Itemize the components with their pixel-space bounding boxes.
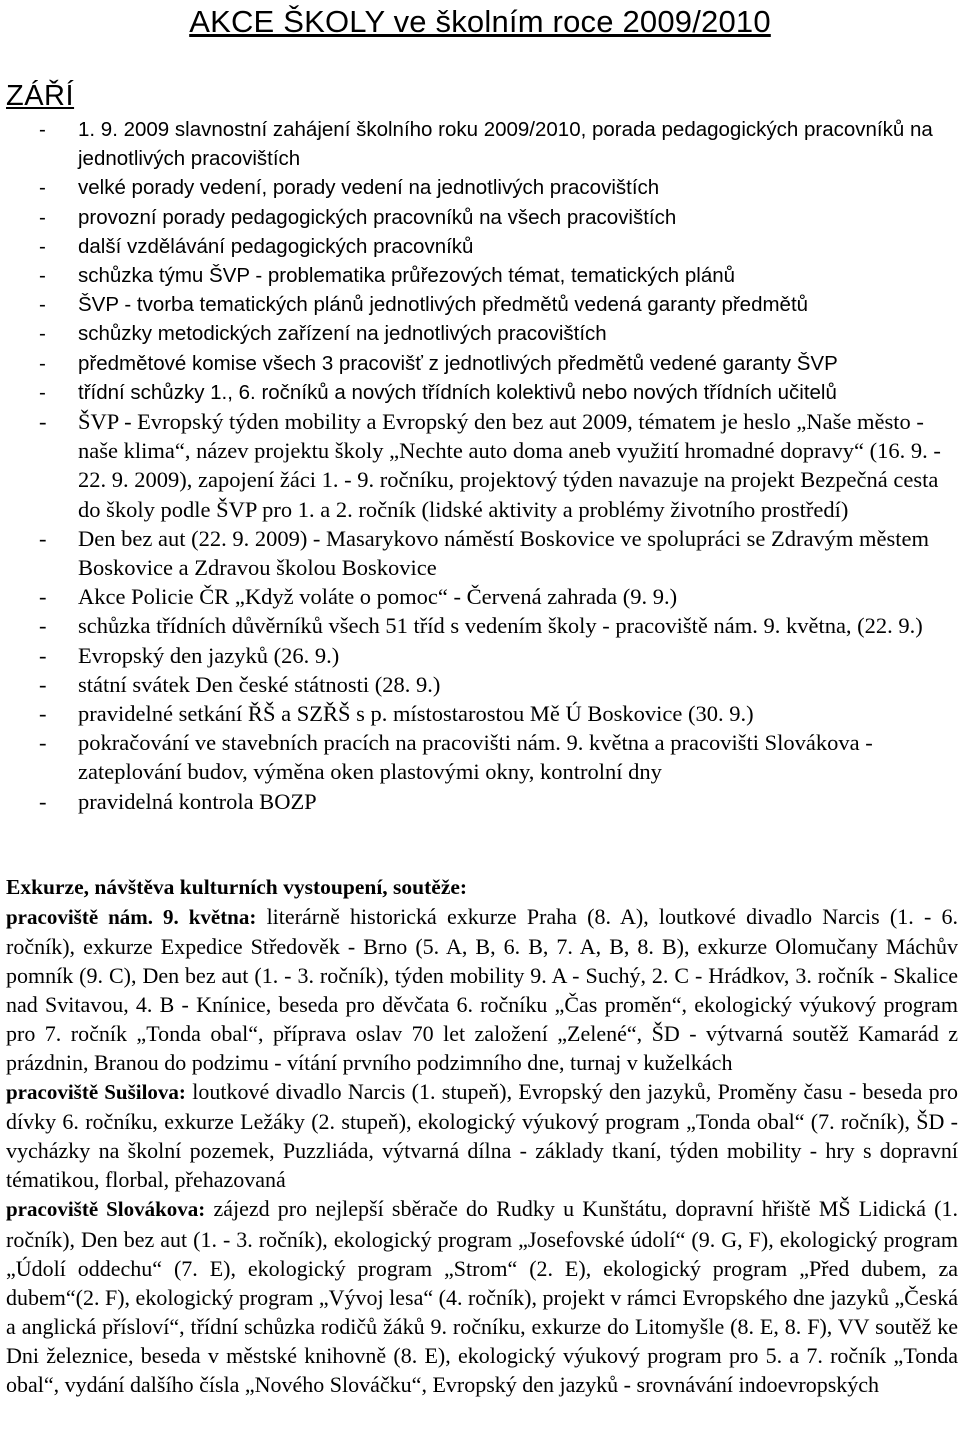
list-item	[6, 378, 958, 407]
list-dash: -	[39, 234, 46, 258]
list-dash: -	[39, 409, 47, 435]
list-dash: -	[39, 118, 46, 141]
list-item	[6, 787, 958, 816]
month-heading: ZÁŘÍ	[6, 80, 75, 112]
list-item-text: provozní porady pedagogických pracovníků na všech pracovištích	[78, 205, 677, 229]
list-item-text: pokračování ve stavebních pracích na pracovišti nám. 9. května a pracovišti Slovákova - zateplování budov, výměna oken plastovými okny, kontrolní dny	[78, 730, 873, 785]
list-item-text: pravidelná kontrola BOZP	[78, 788, 317, 814]
list-item-text: velké porady vedení, porady vedení na jednotlivých pracovištích	[78, 176, 660, 200]
list-dash: -	[39, 264, 46, 288]
events-list	[6, 115, 958, 816]
excursions-section	[6, 902, 958, 1399]
list-item-text: Akce Policie ČR „Když voláte o pomoc“ - Červená zahrada (9. 9.)	[78, 584, 678, 610]
workplace-paragraph	[6, 1194, 958, 1398]
list-dash: -	[39, 730, 47, 756]
list-dash: -	[39, 671, 47, 697]
list-item-text: schůzka týmu ŠVP - problematika průřezových témat, tematických plánů	[78, 264, 736, 288]
list-item	[6, 641, 958, 670]
list-item-text: schůzka třídních důvěrníků všech 51 tříd s vedením školy - pracoviště nám. 9. května, (22. 9.)	[78, 613, 923, 639]
list-item	[6, 611, 958, 640]
document-title: AKCE ŠKOLY ve školním roce 2009/2010	[189, 4, 771, 39]
list-item-text: státní svátek Den české státnosti (28. 9.)	[78, 671, 441, 697]
list-item	[6, 203, 958, 232]
list-dash: -	[39, 642, 47, 668]
list-dash: -	[39, 205, 46, 229]
workplace-text: zájezd pro nejlepší sběrače do Rudky u Kunštátu, dopravní hřiště MŠ Lidická (1. ročník), Den bez aut (1. - 3. ročník), ekologický program „Josefovské údolí“ (9. G, F), ekologický program „Údolí oddechu“ (7. E), ekologický program „Strom“ (2. E), ekologický program „Před dubem, za dubem“(2. F), ekologický program „Vývoj lesa“ (4. ročník), projekt v rámci Evropského dne jazyků „Česká a anglická přísloví“, třídní schůzka rodičů žáků 9. ročníku, exkurze do Litomyšle (8. E, 8. F), VV soutěž ke Dni železnice, beseda v městské knihovně (8. E), ekologický výukový program pro 5. a 7. ročník „Tonda obal“, vydání dalšího čísla „Nového Slováčku“, Evropský den jazyků - srovnávání indoevropských	[6, 1196, 958, 1397]
list-item-text: 1. 9. 2009 slavnostní zahájení školního roku 2009/2010, porada pedagogických pracovníků na jednotlivých pracovištích	[78, 118, 933, 171]
list-item	[6, 290, 958, 319]
list-item	[6, 349, 958, 378]
list-item-text: schůzky metodických zařízení na jednotlivých pracovištích	[78, 322, 607, 346]
workplace-label: pracoviště Sušilova:	[6, 1080, 186, 1105]
list-item	[6, 582, 958, 611]
list-item-text: Den bez aut (22. 9. 2009) - Masarykovo náměstí Boskovice ve spolupráci se Zdravým městem Boskovice a Zdravou školou Boskovice	[78, 525, 930, 581]
list-item	[6, 173, 958, 202]
list-item-text: třídní schůzky 1., 6. ročníků a nových třídních kolektivů nebo nových třídních učitelů	[78, 380, 837, 404]
list-item	[6, 728, 958, 786]
list-item	[6, 261, 958, 290]
list-dash: -	[39, 380, 46, 404]
workplace-text: loutkové divadlo Narcis (1. stupeň), Evropský den jazyků, Proměny času - beseda pro dívky 6. ročníku, exkurze Ležáky (2. stupeň), ekologický výukový program „Tonda obal“ (7. ročník), ŠD - vycházky na školní pozemek, Puzzliáda, výtvarná dílna - základy tkaní, týden mobility - hry s dopravní tématikou, florbal, přehazovaná	[6, 1079, 958, 1193]
list-dash: -	[39, 176, 46, 200]
list-item	[6, 407, 958, 524]
list-item-text: předmětové komise všech 3 pracovišť z jednotlivých předmětů vedené garanty ŠVP	[78, 351, 838, 375]
list-item	[6, 319, 958, 348]
section-heading: Exkurze, návštěva kulturních vystoupení, soutěže:	[6, 875, 468, 899]
list-item	[6, 699, 958, 728]
workplace-paragraph	[6, 902, 958, 1077]
list-dash: -	[39, 788, 47, 814]
list-item-text: pravidelné setkání ŘŠ a SZŘŠ s p. místostarostou Mě Ú Boskovice (30. 9.)	[78, 701, 754, 727]
list-item	[6, 115, 958, 173]
list-item-text: Evropský den jazyků (26. 9.)	[78, 642, 340, 668]
list-item-text: ŠVP - tvorba tematických plánů jednotlivých předmětů vedená garanty předmětů	[78, 293, 809, 317]
list-dash: -	[39, 701, 47, 727]
list-item	[6, 670, 958, 699]
list-item-text: další vzdělávání pedagogických pracovníků	[78, 234, 474, 258]
workplace-paragraph	[6, 1077, 958, 1194]
list-dash: -	[39, 322, 46, 346]
workplace-label: pracoviště Slovákova:	[6, 1197, 206, 1222]
list-item	[6, 232, 958, 261]
workplace-label: pracoviště nám. 9. května:	[6, 905, 257, 929]
list-dash: -	[39, 351, 46, 375]
list-item	[6, 524, 958, 582]
list-dash: -	[39, 584, 47, 610]
list-dash: -	[39, 613, 47, 639]
workplace-text: literárně historická exkurze Praha (8. A), loutkové divadlo Narcis (1. - 6. ročník), exkurze Expedice Středověk - Brno (5. A, B, 6. B, 7. A, B, 8. B), exkurze Olomučany Máchův pomník (9. C), Den bez aut (1. - 3. ročník), týden mobility 9. A - Suchý, 2. C - Hrádkov, 3. ročník - Skalice nad Svitavou, 4. B - Knínice, beseda pro děvčata 6. ročníku „Čas proměn“, ekologický výukový program pro 7. ročník „Tonda obal“, příprava oslav 70 let založení „Zelené“, ŠD - výtvarná soutěž Kamarád z prázdnin, Branou do podzimu - vítání prvního podzimního dne, turnaj v kuželkách	[6, 904, 958, 1076]
list-dash: -	[39, 293, 46, 317]
list-dash: -	[39, 525, 47, 551]
list-item-text: ŠVP - Evropský týden mobility a Evropský den bez aut 2009, tématem je heslo „Naše město - naše klima“, název projektu školy „Nechte auto doma aneb využití hromadné dopravy“ (16. 9. - 22. 9. 2009), zapojení žáci 1. - 9. ročníku, projektový týden navazuje na projekt Bezpečná cesta do školy podle ŠVP pro 1. a 2. ročník (lidské aktivity a problémy životního prostředí)	[78, 409, 941, 522]
